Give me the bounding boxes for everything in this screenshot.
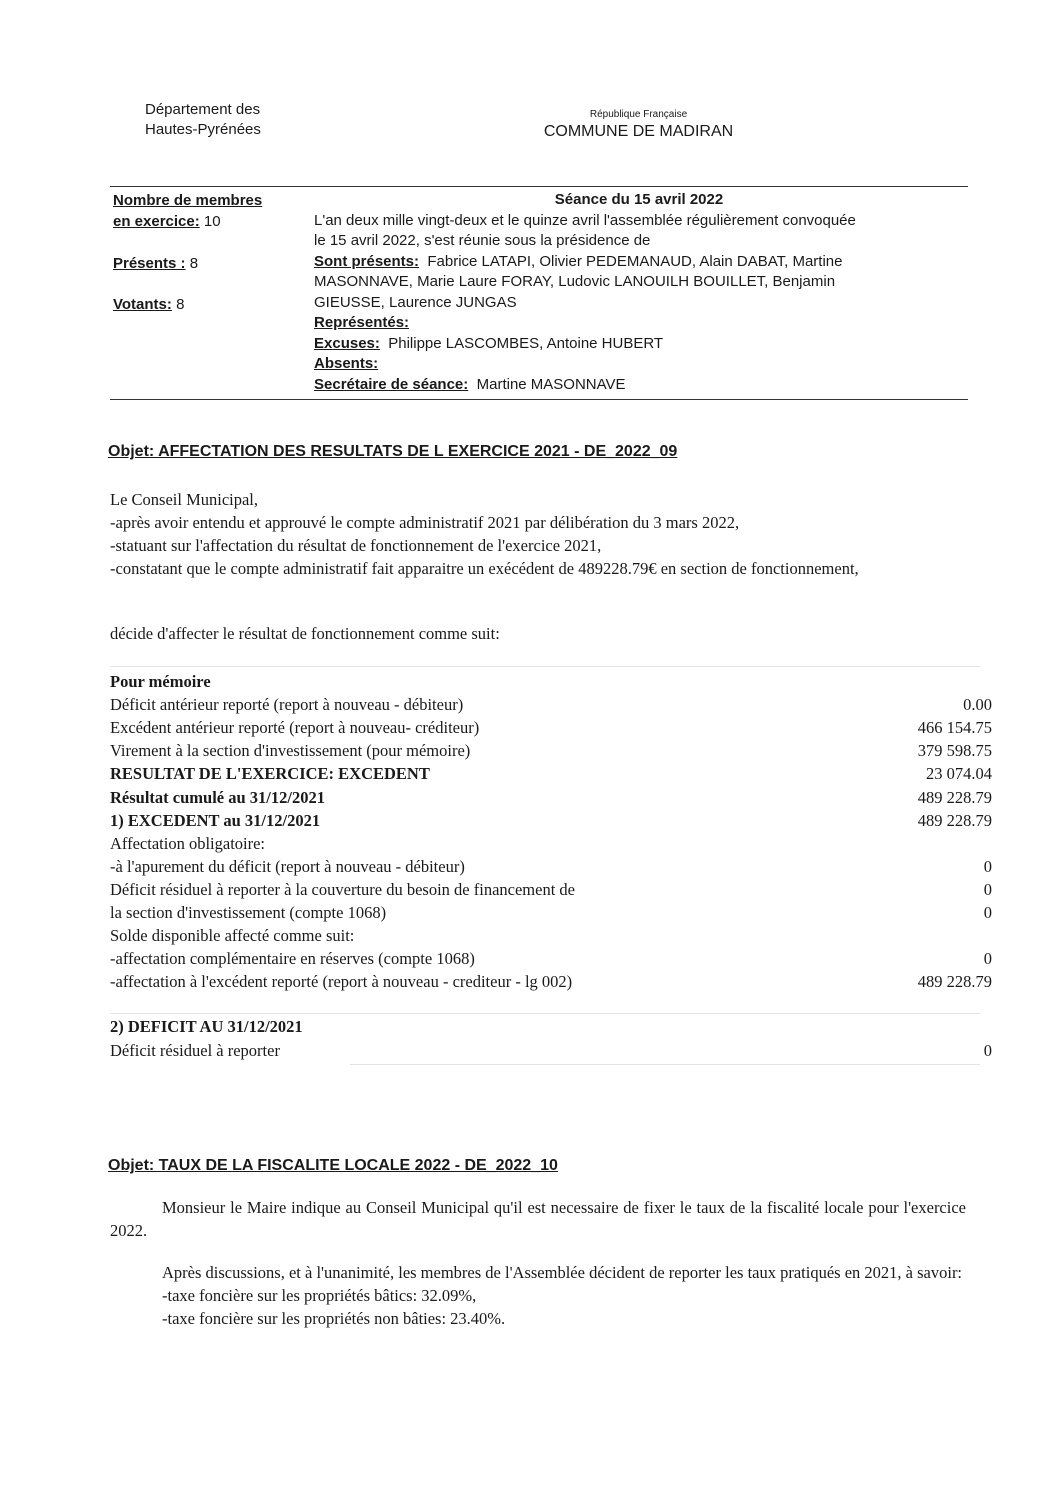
row-label: -affectation complémentaire en réserves (compte 1068) <box>110 949 475 968</box>
table-row <box>110 1017 992 1040</box>
table-faint-rule-bottom <box>350 1064 980 1065</box>
row-value: 0.00 <box>963 695 992 714</box>
row-value: 379 598.75 <box>917 741 992 760</box>
departement-line-1: Département des <box>145 101 261 118</box>
row-label: Déficit résiduel à reporter à la couverture du besoin de financement de <box>110 880 575 899</box>
row-value: 489 228.79 <box>917 811 992 830</box>
objet-2-p2: Après discussions, et à l'unanimité, les membres de l'Assemblée décident de reporter les taux pratiqués en 2021, à savoir: <box>162 1263 963 1282</box>
row-value: 466 154.75 <box>917 718 992 737</box>
sont-presents-2: MASONNAVE, Marie Laure FORAY, Ludovic LANOUILH BOUILLET, Benjamin <box>314 273 836 290</box>
membres-label-1: Nombre de membres <box>113 192 263 209</box>
seance-intro-2: le 15 avril 2022, s'est réunie sous la présidence de <box>314 232 651 249</box>
table-row <box>110 718 992 741</box>
row-label: 2) DEFICIT AU 31/12/2021 <box>110 1017 303 1036</box>
excuses-label: Excuses: <box>314 334 380 352</box>
excuses-row <box>314 334 964 355</box>
table-row <box>110 741 992 764</box>
objet-1-p4: -constatant que le compte administratif fait apparaitre un exécédent de 489228.79€ en section de fonctionnement, <box>110 559 859 578</box>
row-label: Solde disponible affecté comme suit: <box>110 926 355 945</box>
seance-details <box>314 190 964 395</box>
table-row <box>110 1041 992 1064</box>
departement-block <box>145 100 261 140</box>
row-label: 1) EXCEDENT au 31/12/2021 <box>110 811 321 830</box>
seance-title: Séance du 15 avril 2022 <box>554 191 724 208</box>
table-row <box>110 972 992 995</box>
row-label: -à l'apurement du déficit (report à nouveau - débiteur) <box>110 857 465 876</box>
pour-memoire-heading: Pour mémoire <box>110 672 211 691</box>
table-row <box>110 926 992 949</box>
row-value: 0 <box>983 880 992 899</box>
table-row <box>110 949 992 972</box>
table-top-rule <box>110 186 968 187</box>
row-label: -affectation à l'excédent reporté (report à nouveau - crediteur - lg 002) <box>110 972 573 991</box>
sont-presents-1: Fabrice LATAPI, Olivier PEDEMANAUD, Alain DABAT, Martine <box>427 252 843 270</box>
commune-name: COMMUNE DE MADIRAN <box>543 123 734 140</box>
table-row <box>110 857 992 880</box>
secretaire-label: Secrétaire de séance: <box>314 375 469 393</box>
taxe-bati: -taxe foncière sur les propriétés bâtics: 32.09%, <box>162 1286 477 1305</box>
taxe-non-bati: -taxe foncière sur les propriétés non bâties: 23.40%. <box>162 1309 506 1328</box>
republique-label: République Française <box>589 109 688 120</box>
row-label: Résultat cumulé au 31/12/2021 <box>110 788 325 807</box>
row-label: RESULTAT DE L'EXERCICE: EXCEDENT <box>110 764 430 783</box>
secretaire-row <box>314 375 964 396</box>
row-value: 0 <box>983 949 992 968</box>
objet-2-p1: Monsieur le Maire indique au Conseil Municipal qu'il est necessaire de fixer le taux de la fiscalité locale pour l'exercice 2022. <box>110 1198 966 1240</box>
votants-value: 8 <box>176 296 185 313</box>
row-label: Affectation obligatoire: <box>110 834 266 853</box>
sont-presents-label: Sont présents: <box>314 252 420 270</box>
table-row <box>110 695 992 718</box>
row-value: 0 <box>983 1041 992 1060</box>
table-row <box>110 880 992 903</box>
table-row <box>110 811 992 834</box>
objet-1-title: Objet: AFFECTATION DES RESULTATS DE L EXERCICE 2021 - DE_2022_09 <box>108 443 678 460</box>
commune-block <box>536 108 741 142</box>
table-faint-rule-mid <box>110 1013 980 1014</box>
row-label: la section d'investissement (compte 1068) <box>110 903 387 922</box>
row-value: 0 <box>983 857 992 876</box>
table-bottom-rule <box>110 399 968 400</box>
membres-label-2: en exercice: <box>113 213 200 230</box>
row-value: 489 228.79 <box>917 972 992 991</box>
row-label: Excédent antérieur reporté (report à nouveau- créditeur) <box>110 718 480 737</box>
objet-1-decide: décide d'affecter le résultat de fonctionnement comme suit: <box>110 624 500 643</box>
votants-label: Votants: <box>113 296 172 313</box>
presents-label: Présents : <box>113 255 186 272</box>
row-value: 23 074.04 <box>926 764 992 783</box>
departement-line-2: Hautes-Pyrénées <box>145 121 261 138</box>
sont-presents-row <box>314 252 964 273</box>
table-row <box>110 834 992 857</box>
table-row <box>110 672 992 695</box>
row-value: 489 228.79 <box>917 788 992 807</box>
table-row <box>110 764 992 787</box>
objet-1-p2: -après avoir entendu et approuvé le compte administratif 2021 par délibération du 3 mars 2022, <box>110 513 740 532</box>
objet-1-p3: -statuant sur l'affectation du résultat de fonctionnement de l'exercice 2021, <box>110 536 602 555</box>
sont-presents-3: GIEUSSE, Laurence JUNGAS <box>314 293 517 311</box>
row-value: 0 <box>983 903 992 922</box>
objet-2-title: Objet: TAUX DE LA FISCALITE LOCALE 2022 - DE_2022_10 <box>108 1157 558 1174</box>
objet-2-body <box>110 1196 966 1330</box>
table-faint-rule-top <box>110 666 980 667</box>
objet-1-p1: Le Conseil Municipal, <box>110 490 259 509</box>
membres-value: 10 <box>203 213 221 230</box>
table-row <box>110 903 992 926</box>
representes-label: Représentés: <box>314 314 410 331</box>
seance-intro-1: L'an deux mille vingt-deux et le quinze avril l'assemblée régulièrement convoquée <box>314 211 856 229</box>
secretaire-value: Martine MASONNAVE <box>476 375 626 393</box>
row-label: Déficit résiduel à reporter <box>110 1041 280 1060</box>
row-label: Déficit antérieur reporté (report à nouveau - débiteur) <box>110 695 464 714</box>
table-row <box>110 788 992 811</box>
objet-1-body <box>110 488 966 580</box>
row-label: Virement à la section d'investissement (pour mémoire) <box>110 741 471 760</box>
presents-value: 8 <box>189 255 199 272</box>
absents-label: Absents: <box>314 355 379 372</box>
excuses-value: Philippe LASCOMBES, Antoine HUBERT <box>388 334 664 352</box>
